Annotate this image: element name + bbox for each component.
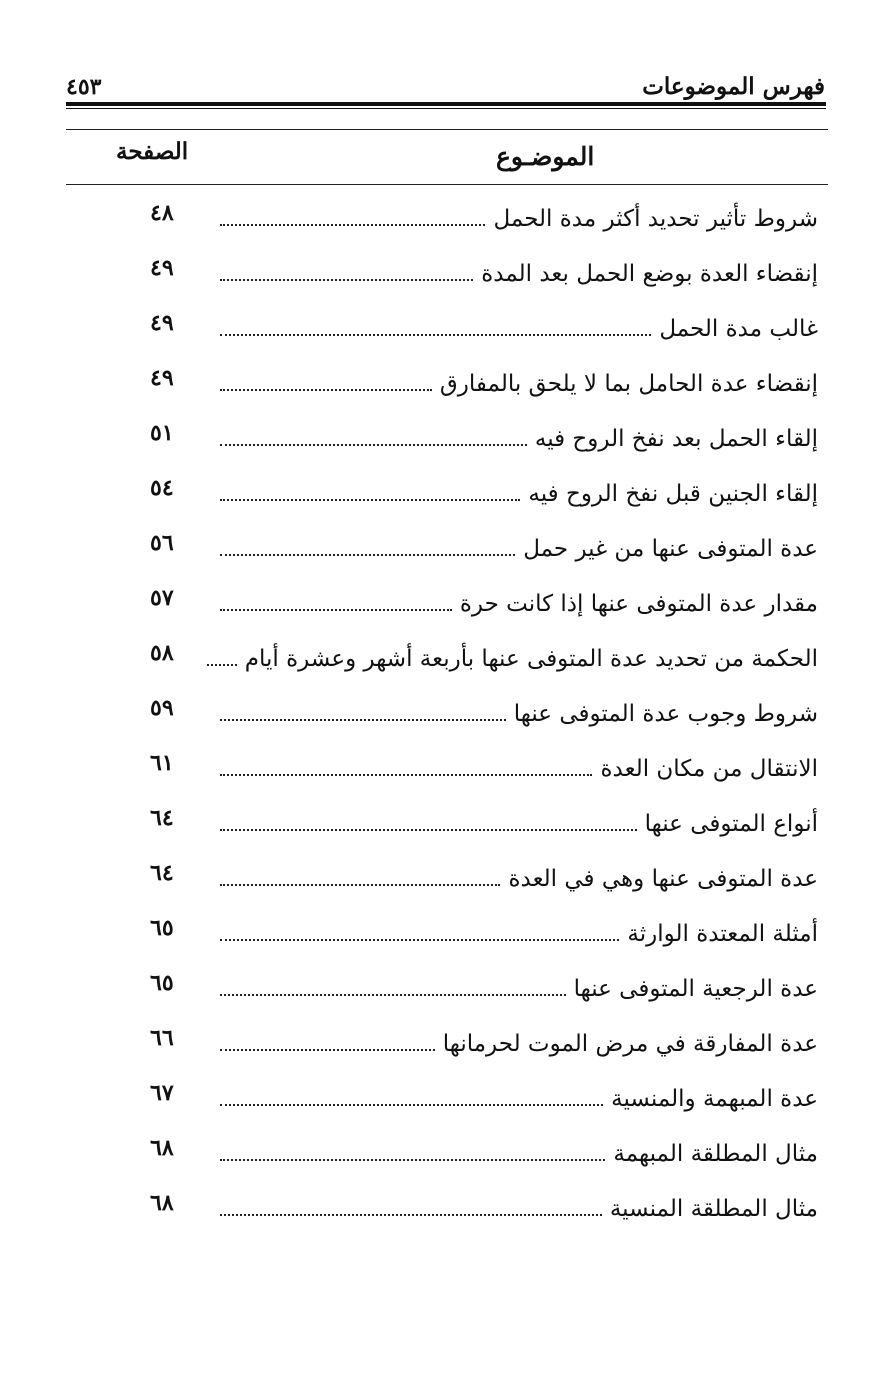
toc-entry-title: عدة المتوفى عنها وهي في العدة — [508, 866, 818, 892]
toc-entry — [150, 245, 818, 300]
dot-leader — [220, 532, 515, 556]
toc-entry-page: ٥٦ — [150, 530, 174, 556]
toc-entry — [150, 520, 818, 575]
dot-leader — [220, 1192, 602, 1216]
running-title: فهرس الموضوعات — [642, 73, 825, 100]
dot-leader — [220, 587, 452, 611]
dot-leader — [220, 477, 520, 501]
toc-entry-line — [220, 257, 818, 291]
toc-entry-page: ٤٩ — [150, 255, 174, 281]
column-header-top-rule — [66, 129, 828, 130]
toc-entry-line — [220, 312, 818, 346]
dot-leader — [220, 422, 527, 446]
toc-entry-title: إلقاء الجنين قبل نفخ الروح فيه — [528, 481, 818, 507]
toc-entry — [150, 685, 818, 740]
toc-entry-line — [220, 367, 818, 401]
toc-entry-line — [220, 532, 818, 566]
dot-leader — [220, 752, 592, 776]
toc-entry-line — [220, 807, 818, 841]
toc-entry — [150, 905, 818, 960]
toc-entry — [150, 300, 818, 355]
toc-entry-page: ٦٥ — [150, 915, 174, 941]
toc-entry-title: عدة المفارقة في مرض الموت لحرمانها — [442, 1031, 818, 1057]
toc-entry-line — [220, 1137, 818, 1171]
toc-entry — [150, 1180, 818, 1235]
dot-leader — [220, 1082, 603, 1106]
toc-entry-title: أنواع المتوفى عنها — [644, 811, 818, 837]
toc-entry-title: عدة الرجعية المتوفى عنها — [573, 976, 818, 1002]
toc-entry-line — [220, 202, 818, 236]
toc-entry-title: إنقضاء العدة بوضع الحمل بعد المدة — [481, 261, 818, 287]
toc-entry — [150, 190, 818, 245]
toc-entry — [150, 1015, 818, 1070]
toc-entry-line — [220, 587, 818, 621]
toc-entry-page: ٥١ — [150, 420, 174, 446]
toc-entry-title: الانتقال من مكان العدة — [600, 756, 818, 782]
toc-entry-line — [220, 917, 818, 951]
toc-entry-line — [220, 752, 818, 786]
column-headers — [66, 138, 828, 182]
toc-entry-title: مثال المطلقة المنسية — [609, 1196, 818, 1222]
toc-entry-line — [220, 862, 818, 896]
toc-entry-page: ٥٨ — [150, 640, 174, 666]
toc-entry — [150, 960, 818, 1015]
dot-leader — [220, 367, 432, 391]
toc-entry-line — [220, 642, 818, 676]
toc-entry-line — [220, 697, 818, 731]
toc-entry-page: ٦٥ — [150, 970, 174, 996]
toc-entry-page: ٦٨ — [150, 1135, 174, 1161]
toc-entry-line — [220, 972, 818, 1006]
dot-leader — [220, 807, 637, 831]
toc-entry-page: ٦٤ — [150, 805, 174, 831]
column-header-page: الصفحة — [116, 138, 189, 165]
toc-entry-title: شروط تأثير تحديد أكثر مدة الحمل — [493, 206, 818, 232]
dot-leader — [220, 312, 651, 336]
toc-entry — [150, 740, 818, 795]
dot-leader — [220, 202, 485, 226]
toc-entry-page: ٤٩ — [150, 310, 174, 336]
dot-leader — [220, 862, 500, 886]
column-header-topic: الموضـوع — [496, 142, 595, 171]
dot-leader — [207, 642, 237, 666]
toc-entry-page: ٦٤ — [150, 860, 174, 886]
toc-entry-title: إلقاء الحمل بعد نفخ الروح فيه — [534, 426, 818, 452]
header-rule-thick — [66, 102, 826, 106]
toc-entry — [150, 1070, 818, 1125]
toc-entry-line — [220, 422, 818, 456]
toc-entry-page: ٦١ — [150, 750, 174, 776]
toc-entry-page: ٤٨ — [150, 200, 174, 226]
toc-entry-page: ٦٧ — [150, 1080, 174, 1106]
toc-entry-title: عدة المتوفى عنها من غير حمل — [523, 536, 818, 562]
column-header-bottom-rule — [66, 184, 828, 185]
toc-entry — [150, 630, 818, 685]
toc-entry-page: ٦٨ — [150, 1190, 174, 1216]
toc-entry-title: مقدار عدة المتوفى عنها إذا كانت حرة — [459, 591, 818, 617]
toc-entry — [150, 1125, 818, 1180]
dot-leader — [220, 1027, 435, 1051]
toc-entry-page: ٥٤ — [150, 475, 174, 501]
toc-entry — [150, 575, 818, 630]
toc-entry-title: أمثلة المعتدة الوارثة — [627, 921, 818, 947]
toc-entry-title: الحكمة من تحديد عدة المتوفى عنها بأربعة أشهر وعشرة أيام — [244, 646, 818, 672]
dot-leader — [220, 972, 566, 996]
toc-entry-title: غالب مدة الحمل — [659, 316, 818, 342]
toc-entry — [150, 410, 818, 465]
running-header — [66, 72, 825, 102]
dot-leader — [220, 1137, 605, 1161]
toc-entry-title: مثال المطلقة المبهمة — [613, 1141, 818, 1167]
toc-entry-title: عدة المبهمة والمنسية — [611, 1086, 818, 1112]
toc-entry — [150, 795, 818, 850]
toc-entry-title: شروط وجوب عدة المتوفى عنها — [513, 701, 818, 727]
table-of-contents — [150, 190, 818, 1235]
toc-entry-title: إنقضاء عدة الحامل بما لا يلحق بالمفارق — [439, 371, 818, 397]
toc-entry — [150, 465, 818, 520]
toc-entry-line — [220, 1082, 818, 1116]
dot-leader — [220, 917, 619, 941]
toc-entry-page: ٦٦ — [150, 1025, 174, 1051]
dot-leader — [220, 697, 506, 721]
page-number: ٤٥٣ — [66, 74, 102, 100]
toc-entry-line — [220, 1027, 818, 1061]
toc-entry-page: ٥٧ — [150, 585, 174, 611]
toc-entry — [150, 355, 818, 410]
toc-entry — [150, 850, 818, 905]
toc-entry-line — [220, 477, 818, 511]
header-rule-thin — [66, 108, 826, 109]
toc-entry-page: ٥٩ — [150, 695, 174, 721]
dot-leader — [220, 257, 473, 281]
toc-entry-page: ٤٩ — [150, 365, 174, 391]
toc-entry-line — [220, 1192, 818, 1226]
